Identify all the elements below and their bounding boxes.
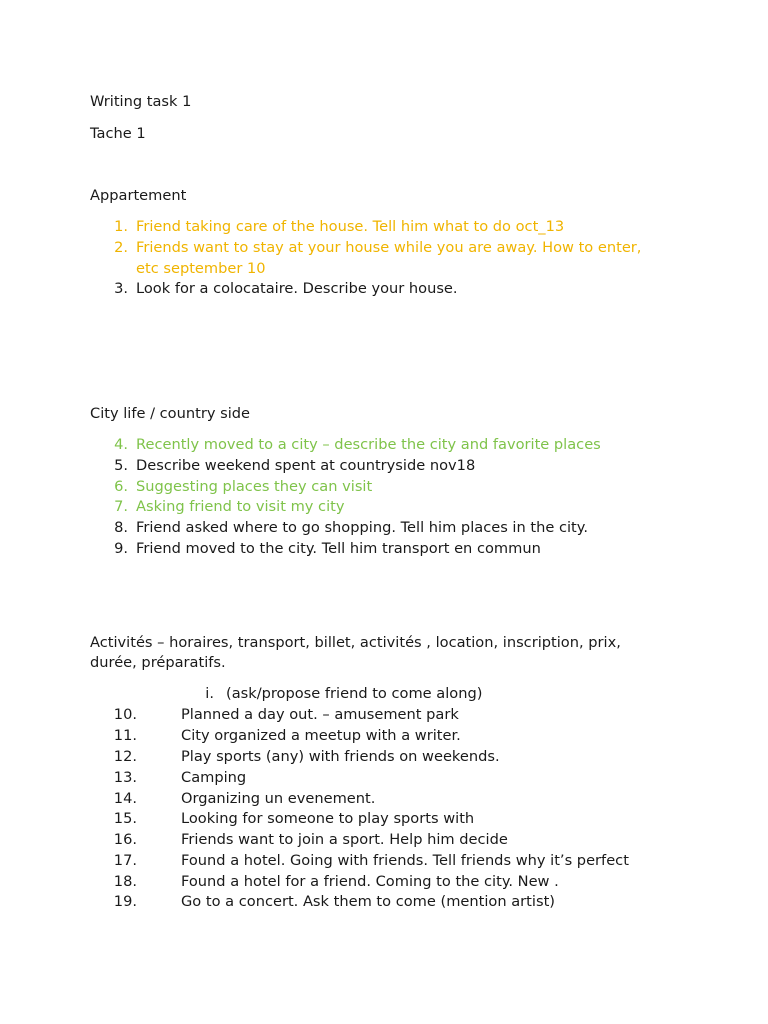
list-text: Look for a colocataire. Describe your house. [136,280,458,297]
list-text: Play sports (any) with friends on weekends. [181,748,500,765]
list-number: 5. [114,457,128,474]
list-number: 16. [113,831,137,848]
list-text: Found a hotel. Going with friends. Tell friends why it’s perfect [181,852,629,869]
list-text: Asking friend to visit my city [136,498,345,515]
list-item [90,725,690,746]
list-item [90,278,690,299]
list-number: 9. [114,540,128,557]
list-text-continued: etc september 10 [136,260,266,277]
section-title-activites-continued: durée, préparatifs. [90,654,226,671]
list-item [90,538,690,559]
list-number: 13. [113,769,137,786]
list-text: Friend moved to the city. Tell him transport en commun [136,540,541,557]
list-text: Describe weekend spent at countryside nov18 [136,457,476,474]
list-number: 8. [114,519,128,536]
list-item [90,216,690,237]
section-title-appartement: Appartement [90,187,187,204]
list-item [90,496,690,517]
list-text: Camping [181,769,247,786]
list-text: City organized a meetup with a writer. [181,727,461,744]
list-item [90,808,690,829]
list-number: 17. [113,852,137,869]
list-number: 3. [114,280,128,297]
list-text: Friend asked where to go shopping. Tell him places in the city. [136,519,588,536]
list-item [90,434,690,455]
list-number: 10. [113,706,137,723]
list-item [90,850,690,871]
list-text: Recently moved to a city – describe the city and favorite places [136,436,601,453]
list-number: 1. [114,218,128,235]
list-number: 15. [113,810,137,827]
list-item [90,476,690,497]
list-item [90,237,690,279]
list-number: 7. [114,498,128,515]
list-number: 18. [113,873,137,890]
list-text: Organizing un evenement. [181,790,376,807]
list-item [90,767,690,788]
list-item [90,704,690,725]
list-text: Friend taking care of the house. Tell him what to do oct_13 [136,218,565,235]
list-text: Planned a day out. – amusement park [181,706,459,723]
section-title-city-life: City life / country side [90,405,251,422]
heading-writing-task: Writing task 1 [90,93,192,110]
list-item [90,455,690,476]
sub-list-item [90,683,690,704]
list-number: 11. [113,727,137,744]
list-text: Suggesting places they can visit [136,478,373,495]
section-title-activites: Activités – horaires, transport, billet, activités , location, inscription, prix, [90,634,621,651]
list-number: 6. [114,478,128,495]
heading-tache: Tache 1 [90,125,146,142]
list-text: Looking for someone to play sports with [181,810,475,827]
sub-list-text: (ask/propose friend to come along) [226,685,483,702]
list-number: 4. [114,436,128,453]
list-item [90,517,690,538]
list-number: 2. [114,239,128,256]
list-text: Friends want to join a sport. Help him decide [181,831,508,848]
list-item [90,788,690,809]
list-text: Found a hotel for a friend. Coming to the city. New . [181,873,559,890]
list-text: Go to a concert. Ask them to come (mention artist) [181,893,555,910]
list-item [90,746,690,767]
list-number: 14. [113,790,137,807]
list-number: 19. [113,893,137,910]
list-text: Friends want to stay at your house while you are away. How to enter, [136,239,642,256]
sub-list-number: i. [205,685,214,702]
list-number: 12. [113,748,137,765]
list-item [90,891,690,912]
list-item [90,829,690,850]
list-item [90,871,690,892]
